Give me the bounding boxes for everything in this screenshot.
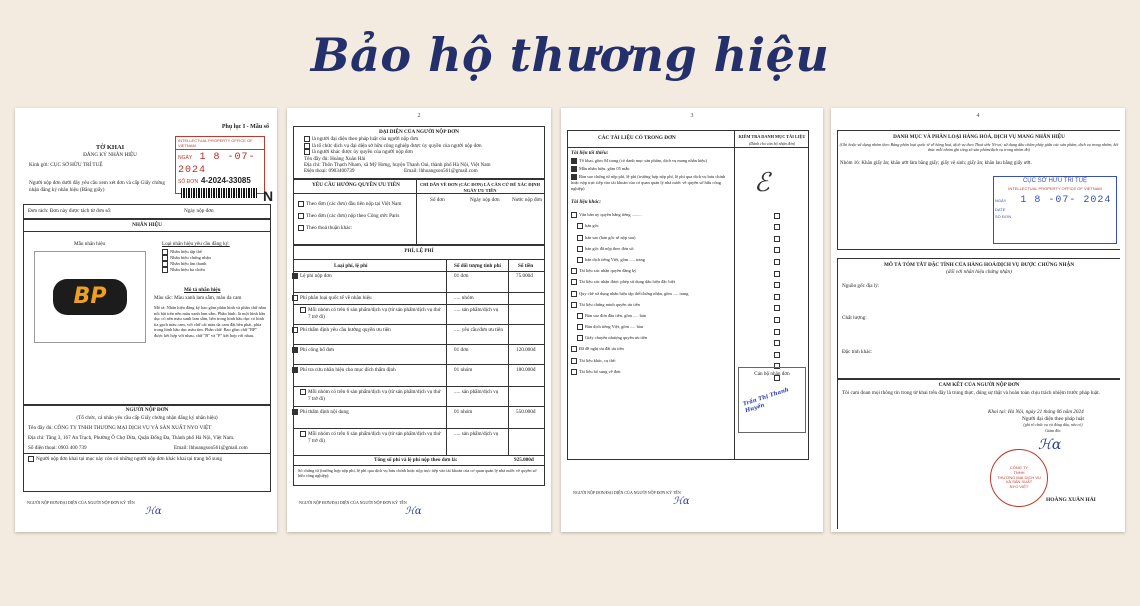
- doc-checkbox: [571, 291, 577, 297]
- doc-other-item: [571, 324, 731, 330]
- filed-text: Ngày nộp đơn: [184, 208, 214, 214]
- doc-other-item: [571, 313, 731, 319]
- fee-row-divider: [294, 344, 544, 345]
- other-applicants-text: Người nộp đơn khai tại mục này còn có những người nộp đơn khác khai tại trang bổ sung: [36, 456, 222, 463]
- priority-row: Theo thoả thuận khác:: [306, 225, 353, 232]
- doc-checkbox: [577, 335, 583, 341]
- document-page-1: [15, 108, 277, 532]
- fee-check-wrap: [300, 431, 308, 438]
- other-applicants: [28, 456, 222, 463]
- fee-col: Số đối tượng tính phí: [454, 263, 501, 269]
- signer-note: (ghi rõ chức vụ và đóng dấu, nếu có): [1023, 422, 1083, 427]
- section-description: [837, 258, 1120, 380]
- applicant-address: Địa chỉ: Tầng 3, 167 An Trạch, Phường Ô Chợ Dừa, Quận Đống Đa, Thành phố Hà Nội, Việt Nam.: [28, 435, 235, 441]
- page-number: 2: [417, 113, 421, 119]
- page3-footer: NGƯỜI NỘP ĐƠN/ĐẠI DIỆN CỦA NGƯỜI NỘP ĐƠN KÝ TÊN: [573, 490, 681, 495]
- review-checkbox: [774, 271, 780, 277]
- mark-type-item: Nhãn hiệu âm thanh: [170, 261, 207, 267]
- mark-type-item: Nhãn hiệu tập thể: [170, 249, 202, 255]
- goods-title: DANH MỤC VÀ PHÂN LOẠI HÀNG HOÁ, DỊCH VỤ MANG NHÃN HIỆU: [893, 134, 1065, 140]
- doc-other-text: bản sao (bản gốc sẽ nộp sau): [585, 234, 636, 240]
- divided-text: Đơn tách: Đơn này được tách từ đơn số:: [28, 208, 112, 214]
- signer-role: Giám đốc: [1045, 428, 1061, 433]
- seal-line: VÀ SẢN XUẤT: [1005, 479, 1033, 485]
- rep-email: Email: lhhoangson561@gmail.com: [404, 168, 478, 174]
- commit-text: Tôi cam đoan mọi thông tin trong tờ khai trên đây là trung thực, đúng sự thật và hoàn toàn chịu trách nhiệm trước pháp luật.: [842, 390, 1100, 396]
- mark-types-label: Loại nhãn hiệu yêu cầu đăng ký:: [162, 241, 230, 247]
- signature: ℋα: [405, 506, 422, 517]
- signature: ℋα: [145, 506, 162, 517]
- fee-row-divider: [294, 304, 544, 305]
- doc-item: Mẫu nhãn hiệu, gồm 05 mẫu: [579, 166, 630, 172]
- doc-other-item: [571, 235, 731, 241]
- priority-col: Ngày nộp đơn: [470, 197, 500, 203]
- seal-line: CÔNG TY: [1009, 465, 1029, 470]
- doc-other-item: [571, 346, 731, 352]
- goods-class: Nhóm 16: Khăn giấy ăn; khăn ướt làm bằng giấy; giấy vệ sinh; giấy ăn; khăn lau bằng giấy ướt.: [840, 161, 1032, 166]
- signature: ℋα: [1038, 437, 1062, 453]
- receiver-box: [738, 367, 806, 433]
- stamp-office-en: INTELLECTUAL PROPERTY OFFICE OF VIETNAM: [1008, 185, 1102, 191]
- fee-checkbox: [292, 295, 298, 301]
- fee-col: Loại phí, lệ phí: [334, 263, 368, 269]
- doc-other-item: [571, 302, 731, 308]
- fee-qty: 01 đơn: [454, 273, 469, 279]
- fee-name: Phí thẩm định yêu cầu hưởng quyền ưu tiên: [300, 327, 391, 333]
- fee-row-divider: [294, 386, 544, 387]
- fee-qty: ..... sản phẩm/dịch vụ: [454, 431, 499, 437]
- fee-qty: ..... sản phẩm/dịch vụ: [454, 389, 499, 395]
- fee-checkbox: [292, 409, 298, 415]
- priority-row: Theo đơn (các đơn) đầu tiên nộp tại Việt Nam: [306, 201, 402, 208]
- desc-label: Mô tả nhãn hiệu: [184, 287, 221, 293]
- doc-other-item: [571, 257, 731, 263]
- logo-text: BP: [73, 284, 107, 310]
- fee-row-divider: [294, 406, 544, 407]
- fee-check-wrap: [292, 295, 300, 302]
- fee-checkbox: [300, 307, 306, 313]
- form-recipient: Kính gửi: CỤC SỞ HỮU TRÍ TUỆ: [29, 162, 103, 168]
- fee-check-wrap: [292, 327, 300, 334]
- signer-title: Người đại diện theo pháp luật: [1022, 416, 1084, 422]
- doc-other-item: [571, 268, 731, 274]
- desc-body: Mô tả: Nhãn hiệu đăng ký bao gồm phần hình và phần chữ nằm nổi bật trên nền màu xanh lam sẫm. Phần hình: là một hình bầu dục có nền màu xanh lam sẫm, bên trong hình bầu dục có hình tia gạch màu cam, với chữ cái màu da cam đặt bên phải, phía trong hình bầu dục màu tím. Phần chữ: Bao gồm chữ "BP" được kết hợp với nhau, chữ "B" và "P" kết hợp với nhau.: [154, 305, 266, 338]
- section-commitment: [837, 378, 1120, 529]
- documents-title: CÁC TÀI LIỆU CÓ TRONG ĐƠN: [598, 135, 676, 141]
- seal-line: NYO VIỆT: [1009, 484, 1029, 490]
- doc-checkbox: [571, 212, 577, 218]
- priority-right-title: CHỈ DẪN VỀ ĐƠN (CÁC ĐƠN) LÀ CĂN CỨ ĐỂ XÁC ĐỊNH NGÀY ƯU TIÊN: [419, 182, 541, 193]
- stamp-office-vn: CỤC SỞ HỮU TRÍ TUỆ: [1022, 178, 1088, 184]
- doc-item: Bản sao chứng từ nộp phí, lệ phí (trường hợp nộp phí, lệ phí qua dịch vụ bưu chính hoặc nộp trực tiếp vào tài khoản của cơ quan quản lý nhà nước về quyền sở hữu công nghiệp): [571, 174, 726, 191]
- review-checkbox: [774, 236, 780, 242]
- doc-checkbox: [571, 369, 577, 375]
- fee-check-wrap: [292, 273, 300, 280]
- doc-other-text: Văn bản uỷ quyền bằng tiếng .........: [579, 212, 642, 218]
- rep-address: Địa chỉ: Thôn Thạch Nham, xã Mỹ Hưng, huyện Thanh Oai, thành phố Hà Nội, Việt Nam: [304, 162, 491, 168]
- page-number: 3: [690, 113, 694, 119]
- section-mark-title: NHÃN HIỆU: [132, 222, 162, 228]
- applicant-email: Email: lhhoangson561@gmail.com: [174, 445, 248, 451]
- fee-check-wrap: [300, 389, 308, 396]
- rep-option: là người đại diện theo pháp luật của người nộp đơn: [312, 136, 419, 143]
- stamp-ngay: NGÀY: [995, 197, 1007, 203]
- receiver-label: Cán bộ nhận đơn: [754, 371, 790, 377]
- fee-amount: 550.000đ: [516, 409, 536, 415]
- review-checkbox: [774, 282, 780, 288]
- fee-qty: 01 nhóm: [454, 367, 473, 373]
- mark-type-item: Nhãn hiệu ba chiều: [170, 267, 205, 273]
- fee-name: Mỗi nhóm có trên 6 sản phẩm/dịch vụ (từ sản phẩm/dịch vụ thứ 7 trở đi): [308, 431, 441, 444]
- fee-row-divider: [294, 364, 544, 365]
- doc-other-text: Bản sao đơn đầu tiên, gồm ..... bản: [585, 312, 646, 318]
- other-docs-list: [571, 207, 731, 375]
- mark-types-list: [162, 249, 211, 273]
- document-page-4: [831, 108, 1125, 532]
- applicant-phone: Số điện thoại: 0903 400 739: [28, 445, 87, 451]
- fee-row-divider: [294, 292, 544, 293]
- seal-line: THƯƠNG MẠI DỊCH VỤ: [997, 474, 1041, 480]
- review-checkbox: [774, 317, 780, 323]
- check-boxes: [774, 207, 780, 381]
- fee-qty: 01 đơn: [454, 347, 469, 353]
- doc-other-item: [571, 291, 731, 297]
- document-page-3: [561, 108, 823, 532]
- goods-note: (Ghi hoặc sử dụng nhóm theo Bảng phân loại quốc tế về hàng hoá, dịch vụ theo Thoả ước Ni-xơ; sử dụng dấu chấm phẩy giữa các sản phẩm, dịch vụ trong nhóm; kết thúc mỗi nhóm ghi tổng số sản phẩm/dịch vụ trong nhóm đó): [839, 142, 1119, 153]
- doc-checkbox: [571, 302, 577, 308]
- fee-check-wrap: [292, 367, 300, 374]
- doc-other-item: [571, 246, 731, 252]
- stamp-serial-label: SỐ ĐƠN: [178, 179, 199, 186]
- origin-label: Nguồn gốc địa lý:: [842, 283, 880, 289]
- section-fees: [293, 244, 545, 486]
- section-priority: [293, 178, 545, 246]
- fee-name: Mỗi nhóm có trên 6 sản phẩm/dịch vụ (từ sản phẩm/dịch vụ thứ 7 trở đi): [308, 307, 441, 320]
- stamp-office: INTELLECTUAL PROPERTY OFFICE OF VIETNAM: [176, 137, 264, 150]
- stamp-date-label: NGÀY: [178, 155, 193, 162]
- fee-qty: ..... nhóm: [454, 295, 474, 301]
- review-checkbox: [774, 340, 780, 346]
- page-number: 4: [976, 113, 980, 119]
- payment-note: Số chứng từ (trường hợp nộp phí, lệ phí qua dịch vụ bưu chính hoặc nộp trực tiếp vào tài khoản của cơ quan quản lý nhà nước về quyền sở hữu công nghiệp):: [298, 468, 537, 479]
- form-intro: Người nộp đơn dưới đây yêu cầu xem xét đơn và cấp Giấy chứng nhận đăng ký nhãn hiệu (Bằng giấy): [29, 180, 165, 193]
- fee-row-divider: [294, 324, 544, 325]
- doc-other-item: [571, 212, 731, 218]
- doc-other-text: Giấy chuyển nhượng quyền ưu tiên: [585, 335, 648, 341]
- company-seal: [990, 449, 1048, 507]
- doc-checkbox: [571, 279, 577, 285]
- fee-name: Phí tra cứu nhãn hiệu cho mục đích thẩm định: [300, 367, 396, 373]
- review-checkbox: [774, 294, 780, 300]
- fee-checkbox: [292, 273, 298, 279]
- stamp-date-en: DATE: [995, 206, 1006, 212]
- check-sub: (Dành cho cán bộ nhận đơn): [748, 141, 796, 146]
- fee-checkbox: [292, 347, 298, 353]
- page1-footer: NGƯỜI NỘP ĐƠN/ĐẠI DIỆN CỦA NGƯỜI NỘP ĐƠN KÝ TÊN: [27, 500, 135, 505]
- priority-row: Theo đơn (các đơn) nộp theo Công ước Paris: [306, 213, 400, 220]
- doc-checkbox: [577, 313, 583, 319]
- doc-other-text: Tài liệu chứng minh quyền ưu tiên: [579, 301, 640, 307]
- rep-phone: Điện thoại: 0903400739: [304, 168, 355, 174]
- review-checkbox: [774, 305, 780, 311]
- mark-sample-frame: [34, 251, 146, 343]
- fee-amount: 75.000đ: [516, 273, 533, 279]
- doc-other-text: Đã đề nghị ưu đãi ưu tiên: [579, 346, 624, 352]
- doc-other-text: bản gốc đã nộp theo đơn số:: [585, 245, 635, 251]
- check-header: KIỂM TRA DANH MỤC TÀI LIỆU: [738, 134, 806, 139]
- receiver-signature: Trần Thị Thanh Huyền: [742, 387, 790, 415]
- section-rep-title: ĐẠI DIỆN CỦA NGƯỜI NỘP ĐƠN: [378, 129, 460, 135]
- fee-name: Mỗi nhóm có trên 6 sản phẩm/dịch vụ (từ sản phẩm/dịch vụ thứ 7 trở đi): [308, 389, 441, 402]
- fee-checkbox: [292, 367, 298, 373]
- priority-col: Số đơn: [430, 197, 445, 203]
- fee-check-wrap: [292, 409, 300, 416]
- review-checkbox: [774, 259, 780, 265]
- fee-col: Số tiền: [518, 263, 534, 269]
- brand-logo-image: [53, 279, 127, 315]
- application-number: 4-2024-33085: [201, 176, 251, 185]
- fee-amount: 120.000đ: [516, 347, 536, 353]
- doc-other-item: [571, 279, 731, 285]
- total-label: Tổng số phí và lệ phí nộp theo đơn là:: [374, 457, 458, 463]
- office-stamp: [993, 176, 1117, 244]
- applicant-name: Tên đầy đủ: CÔNG TY TNHH THƯƠNG MẠI DỊCH VỤ VÀ SẢN XUẤT NYO VIỆT: [28, 425, 212, 431]
- fee-amount: 180.000đ: [516, 367, 536, 373]
- doc-checkbox: [577, 223, 583, 229]
- barcode: [181, 188, 257, 198]
- doc-checkbox: [577, 257, 583, 263]
- fee-checkbox: [300, 389, 306, 395]
- fee-checkbox: [292, 327, 298, 333]
- doc-other-text: Tài liệu bổ sung về đơn: [579, 368, 621, 374]
- applicant-note: (Tổ chức, cá nhân yêu cầu cấp Giấy chứng nhận đăng ký nhãn hiệu): [76, 415, 218, 421]
- doc-checkbox: [571, 346, 577, 352]
- signature: ℋα: [673, 496, 690, 507]
- form-subtitle: ĐĂNG KÝ NHÃN HIỆU: [83, 152, 137, 158]
- fee-name: Phí công bố đơn: [300, 347, 335, 353]
- other-label: Đặc tính khác:: [842, 349, 873, 355]
- doc-other-text: bản gốc: [585, 223, 599, 229]
- section-mark: [23, 218, 271, 406]
- priority-col: Nước nộp đơn: [512, 197, 542, 203]
- section-applicant: [23, 404, 271, 492]
- rep-option: là người khác được ủy quyền của người nộp đơn: [312, 149, 413, 156]
- rep-option: là tổ chức dịch vụ đại diện sở hữu công nghiệp được ủy quyền của người nộp đơn: [312, 142, 482, 149]
- quality-label: Chất lượng:: [842, 315, 867, 321]
- rep-name: Tên đầy đủ: Hoàng Xuân Hải: [304, 156, 366, 162]
- review-checkbox: [774, 224, 780, 230]
- description-sub: (đối với nhãn hiệu chứng nhận): [946, 269, 1012, 275]
- doc-checkbox: [577, 324, 583, 330]
- appendix-label: Phụ lục I - Mẫu số: [221, 124, 269, 130]
- mark-sample-label: Mẫu nhãn hiệu: [74, 241, 106, 247]
- form-title: TỜ KHAI: [95, 144, 125, 151]
- priority-title: YÊU CẦU HƯỞNG QUYỀN ƯU TIÊN: [312, 182, 400, 188]
- review-checkbox: [774, 352, 780, 358]
- signer-name: HOÀNG XUÂN HẢI: [1046, 497, 1096, 503]
- review-checkbox: [774, 213, 780, 219]
- doc-checkbox: [577, 235, 583, 241]
- fee-check-wrap: [292, 347, 300, 354]
- seal-line: TNHH: [1013, 469, 1025, 475]
- checkmark-scribble: ℰ: [754, 168, 770, 198]
- description-title: MÔ TẢ TÓM TẮT ĐẶC TÍNH CỦA HÀNG HOÁ/DỊCH VỤ ĐƯỢC CHỨNG NHẬN: [883, 262, 1075, 268]
- docs-min-label: Tài liệu tối thiểu:: [571, 150, 609, 156]
- fee-checkbox: [300, 431, 306, 437]
- doc-checkbox: [571, 358, 577, 364]
- date-place: Khai tại: Hà Nội, ngày 21 tháng 06 năm 2024: [988, 409, 1084, 415]
- doc-other-text: Bản dịch tiếng Việt, gồm ..... bản: [585, 324, 643, 330]
- commit-title: CAM KẾT CỦA NGƯỜI NỘP ĐƠN: [938, 382, 1020, 388]
- doc-other-item: [571, 369, 731, 375]
- section-applicant-title: NGƯỜI NỘP ĐƠN: [125, 407, 169, 413]
- doc-checkbox: [577, 246, 583, 252]
- document-page-2: [287, 108, 551, 532]
- fee-qty: 01 nhóm: [454, 409, 473, 415]
- section-representative: [293, 126, 545, 180]
- doc-item: Tờ khai, gồm 04 trang (có danh mục sản phẩm, dịch vụ mang nhãn hiệu): [579, 158, 707, 164]
- fee-name: Phí phân loại quốc tế về nhãn hiệu: [300, 295, 372, 301]
- docs-other-label: Tài liệu khác:: [571, 199, 601, 205]
- page-heading: Bảo hộ thương hiệu: [310, 28, 830, 82]
- fee-qty: ..... yêu cầu/đơn ưu tiên: [454, 327, 503, 333]
- doc-checkbox: [571, 268, 577, 274]
- section-documents: [567, 130, 809, 460]
- fee-row-divider: [294, 428, 544, 429]
- total-amount: 925.000đ: [514, 457, 534, 463]
- fee-name: Phí thẩm định nội dung: [300, 409, 349, 415]
- serial-suffix: N: [263, 188, 274, 204]
- doc-other-text: Tài liệu khác, cụ thể:: [579, 357, 616, 363]
- doc-other-text: bản dịch tiếng Việt, gồm ..... trang: [585, 256, 645, 262]
- doc-other-item: [571, 358, 731, 364]
- doc-other-text: Tài liệu xác nhận quyền đăng ký: [579, 268, 637, 274]
- page2-footer: NGƯỜI NỘP ĐƠN/ĐẠI DIỆN CỦA NGƯỜI NỘP ĐƠN KÝ TÊN: [299, 500, 407, 505]
- doc-other-text: Quy chế sử dụng nhãn hiệu tập thể/chứng nhận, gồm ..... trang: [579, 290, 689, 296]
- doc-other-text: Tài liệu xác nhận được phép sử dụng dấu hiệu đặc biệt: [579, 279, 675, 285]
- stamp-date: 1 8 -07- 2024: [178, 152, 256, 177]
- stamp-date: 1 8 -07- 2024: [1020, 194, 1112, 206]
- fee-qty: ..... sản phẩm/dịch vụ: [454, 307, 499, 313]
- fee-check-wrap: [300, 307, 308, 314]
- review-checkbox: [774, 247, 780, 253]
- fee-name: Lệ phí nộp đơn: [300, 273, 332, 279]
- fees-title: PHÍ, LỆ PHÍ: [404, 248, 434, 254]
- doc-other-item: [571, 223, 731, 229]
- review-checkbox: [774, 329, 780, 335]
- desc-color: Màu sắc: Màu xanh lam sẫm, màu da cam: [154, 295, 242, 301]
- stamp-sodon: SỐ ĐƠN: [995, 214, 1012, 220]
- mark-type-item: Nhãn hiệu chứng nhận: [170, 255, 211, 261]
- doc-other-item: [571, 335, 731, 341]
